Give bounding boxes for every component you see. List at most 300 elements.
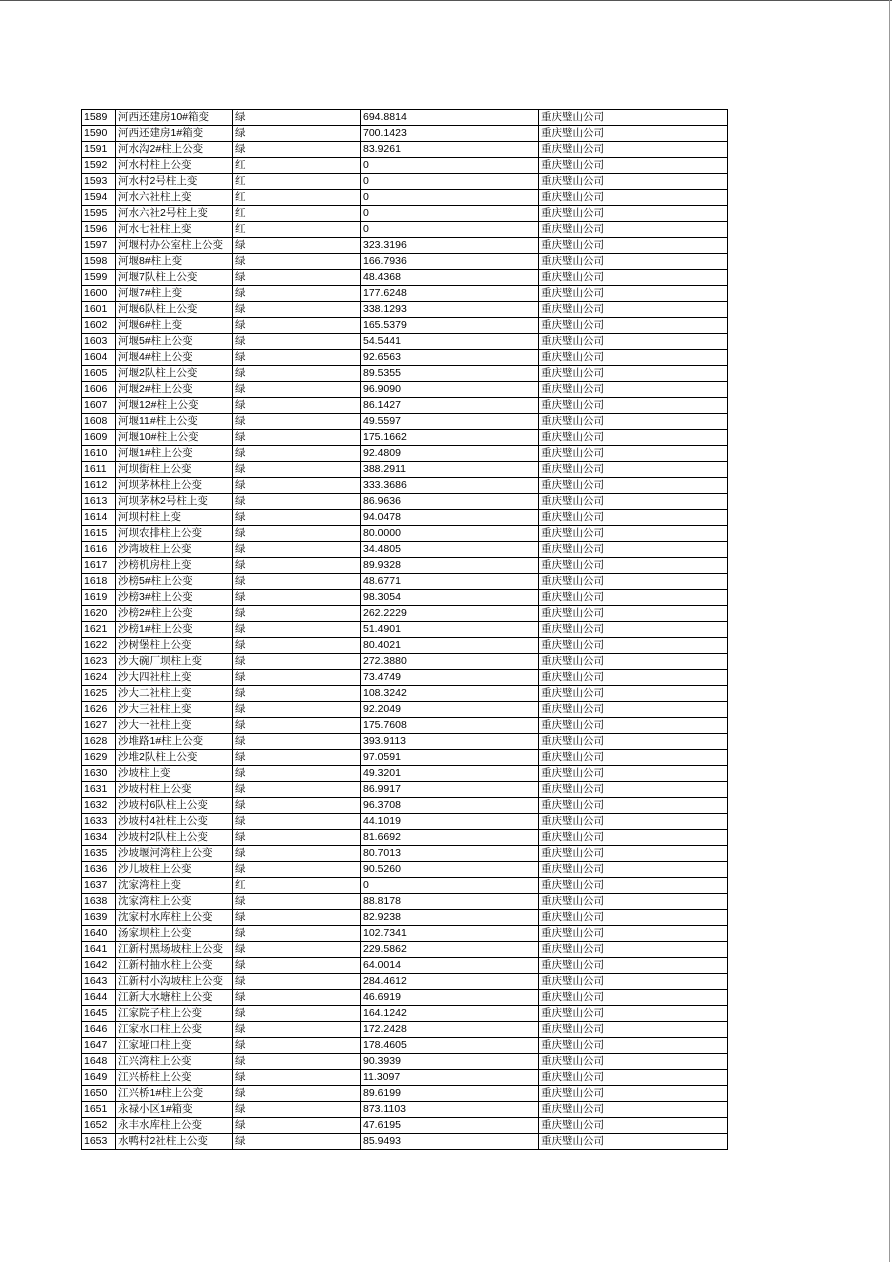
table-row <box>82 622 728 638</box>
status-color: 绿 <box>233 510 361 526</box>
company-name: 重庆璧山公司 <box>539 430 728 446</box>
row-number: 1642 <box>82 958 116 974</box>
transformer-name: 河水村2号柱上变 <box>116 174 233 190</box>
status-color: 绿 <box>233 318 361 334</box>
load-value: 85.9493 <box>361 1134 539 1150</box>
company-name: 重庆璧山公司 <box>539 238 728 254</box>
company-name: 重庆璧山公司 <box>539 654 728 670</box>
transformer-name: 沙坡柱上变 <box>116 766 233 782</box>
load-value: 46.6919 <box>361 990 539 1006</box>
transformer-name: 沙大碗厂坝柱上变 <box>116 654 233 670</box>
status-color: 绿 <box>233 462 361 478</box>
page-right-border <box>889 0 890 1262</box>
transformer-name: 沙大一社柱上变 <box>116 718 233 734</box>
load-value: 86.9917 <box>361 782 539 798</box>
load-value: 177.6248 <box>361 286 539 302</box>
transformer-name: 沙坡村4社柱上公变 <box>116 814 233 830</box>
load-value: 73.4749 <box>361 670 539 686</box>
load-value: 0 <box>361 174 539 190</box>
status-color: 绿 <box>233 334 361 350</box>
status-color: 红 <box>233 158 361 174</box>
company-name: 重庆璧山公司 <box>539 958 728 974</box>
load-value: 165.5379 <box>361 318 539 334</box>
company-name: 重庆璧山公司 <box>539 1102 728 1118</box>
table-row <box>82 142 728 158</box>
table-row <box>82 526 728 542</box>
company-name: 重庆璧山公司 <box>539 766 728 782</box>
table-row <box>82 702 728 718</box>
transformer-name: 河堰12#柱上公变 <box>116 398 233 414</box>
load-value: 0 <box>361 878 539 894</box>
table-row <box>82 638 728 654</box>
load-value: 175.1662 <box>361 430 539 446</box>
transformer-name: 江兴桥柱上公变 <box>116 1070 233 1086</box>
transformer-name: 沙坡村2队柱上公变 <box>116 830 233 846</box>
load-value: 333.3686 <box>361 478 539 494</box>
row-number: 1636 <box>82 862 116 878</box>
company-name: 重庆璧山公司 <box>539 814 728 830</box>
row-number: 1650 <box>82 1086 116 1102</box>
status-color: 绿 <box>233 558 361 574</box>
status-color: 红 <box>233 878 361 894</box>
status-color: 绿 <box>233 1086 361 1102</box>
table-row <box>82 910 728 926</box>
row-number: 1607 <box>82 398 116 414</box>
row-number: 1619 <box>82 590 116 606</box>
row-number: 1590 <box>82 126 116 142</box>
status-color: 绿 <box>233 366 361 382</box>
row-number: 1628 <box>82 734 116 750</box>
load-value: 323.3196 <box>361 238 539 254</box>
row-number: 1648 <box>82 1054 116 1070</box>
status-color: 绿 <box>233 302 361 318</box>
table-row <box>82 158 728 174</box>
load-value: 94.0478 <box>361 510 539 526</box>
company-name: 重庆璧山公司 <box>539 782 728 798</box>
load-value: 0 <box>361 158 539 174</box>
table-row <box>82 734 728 750</box>
load-value: 272.3880 <box>361 654 539 670</box>
table-row <box>82 798 728 814</box>
row-number: 1609 <box>82 430 116 446</box>
status-color: 绿 <box>233 286 361 302</box>
company-name: 重庆璧山公司 <box>539 366 728 382</box>
row-number: 1635 <box>82 846 116 862</box>
transformer-name: 沙树堡柱上公变 <box>116 638 233 654</box>
load-value: 96.9090 <box>361 382 539 398</box>
transformer-table <box>81 109 728 1150</box>
load-value: 49.3201 <box>361 766 539 782</box>
company-name: 重庆璧山公司 <box>539 462 728 478</box>
load-value: 64.0014 <box>361 958 539 974</box>
table-row <box>82 270 728 286</box>
status-color: 红 <box>233 206 361 222</box>
table-row <box>82 206 728 222</box>
row-number: 1620 <box>82 606 116 622</box>
row-number: 1624 <box>82 670 116 686</box>
load-value: 700.1423 <box>361 126 539 142</box>
table-row <box>82 254 728 270</box>
load-value: 88.8178 <box>361 894 539 910</box>
load-value: 97.0591 <box>361 750 539 766</box>
transformer-name: 江新村抽水柱上公变 <box>116 958 233 974</box>
transformer-name: 沙坡村6队柱上公变 <box>116 798 233 814</box>
transformer-name: 河坝茅林柱上公变 <box>116 478 233 494</box>
status-color: 绿 <box>233 990 361 1006</box>
load-value: 0 <box>361 190 539 206</box>
transformer-name: 河堰1#柱上公变 <box>116 446 233 462</box>
transformer-name: 河堰7队柱上公变 <box>116 270 233 286</box>
status-color: 绿 <box>233 638 361 654</box>
company-name: 重庆璧山公司 <box>539 1038 728 1054</box>
company-name: 重庆璧山公司 <box>539 286 728 302</box>
transformer-name: 水鸭村2社柱上公变 <box>116 1134 233 1150</box>
row-number: 1629 <box>82 750 116 766</box>
company-name: 重庆璧山公司 <box>539 174 728 190</box>
load-value: 0 <box>361 222 539 238</box>
load-value: 873.1103 <box>361 1102 539 1118</box>
company-name: 重庆璧山公司 <box>539 686 728 702</box>
transformer-name: 河堰村办公室柱上公变 <box>116 238 233 254</box>
status-color: 红 <box>233 222 361 238</box>
row-number: 1604 <box>82 350 116 366</box>
status-color: 绿 <box>233 1038 361 1054</box>
company-name: 重庆璧山公司 <box>539 558 728 574</box>
row-number: 1634 <box>82 830 116 846</box>
load-value: 86.1427 <box>361 398 539 414</box>
table-row <box>82 302 728 318</box>
row-number: 1627 <box>82 718 116 734</box>
status-color: 红 <box>233 174 361 190</box>
table-row <box>82 894 728 910</box>
transformer-name: 河水村柱上公变 <box>116 158 233 174</box>
load-value: 44.1019 <box>361 814 539 830</box>
transformer-name: 河堰11#柱上公变 <box>116 414 233 430</box>
company-name: 重庆璧山公司 <box>539 510 728 526</box>
company-name: 重庆璧山公司 <box>539 894 728 910</box>
load-value: 34.4805 <box>361 542 539 558</box>
status-color: 绿 <box>233 702 361 718</box>
status-color: 绿 <box>233 606 361 622</box>
table-row <box>82 782 728 798</box>
company-name: 重庆璧山公司 <box>539 638 728 654</box>
table-row <box>82 366 728 382</box>
load-value: 175.7608 <box>361 718 539 734</box>
load-value: 229.5862 <box>361 942 539 958</box>
company-name: 重庆璧山公司 <box>539 382 728 398</box>
transformer-name: 河西还建房10#箱变 <box>116 110 233 126</box>
company-name: 重庆璧山公司 <box>539 270 728 286</box>
table-row <box>82 446 728 462</box>
company-name: 重庆璧山公司 <box>539 494 728 510</box>
row-number: 1639 <box>82 910 116 926</box>
row-number: 1595 <box>82 206 116 222</box>
transformer-name: 沙儿坡柱上公变 <box>116 862 233 878</box>
load-value: 102.7341 <box>361 926 539 942</box>
status-color: 绿 <box>233 1006 361 1022</box>
table-row <box>82 318 728 334</box>
status-color: 绿 <box>233 846 361 862</box>
row-number: 1626 <box>82 702 116 718</box>
load-value: 86.9636 <box>361 494 539 510</box>
status-color: 绿 <box>233 1070 361 1086</box>
load-value: 80.0000 <box>361 526 539 542</box>
transformer-name: 沈家湾柱上公变 <box>116 894 233 910</box>
row-number: 1616 <box>82 542 116 558</box>
table-row <box>82 606 728 622</box>
table-row <box>82 862 728 878</box>
transformer-name: 河堰10#柱上公变 <box>116 430 233 446</box>
row-number: 1589 <box>82 110 116 126</box>
status-color: 绿 <box>233 718 361 734</box>
transformer-name: 沙榜2#柱上公变 <box>116 606 233 622</box>
transformer-name: 沙坡堰河湾柱上公变 <box>116 846 233 862</box>
status-color: 绿 <box>233 814 361 830</box>
row-number: 1592 <box>82 158 116 174</box>
transformer-name: 沙堆2队柱上公变 <box>116 750 233 766</box>
row-number: 1643 <box>82 974 116 990</box>
table-row <box>82 958 728 974</box>
table-row <box>82 174 728 190</box>
status-color: 绿 <box>233 958 361 974</box>
row-number: 1602 <box>82 318 116 334</box>
load-value: 48.6771 <box>361 574 539 590</box>
status-color: 绿 <box>233 926 361 942</box>
row-number: 1617 <box>82 558 116 574</box>
transformer-name: 河水六社2号柱上变 <box>116 206 233 222</box>
company-name: 重庆璧山公司 <box>539 142 728 158</box>
table-row <box>82 462 728 478</box>
transformer-name: 江兴湾柱上公变 <box>116 1054 233 1070</box>
row-number: 1610 <box>82 446 116 462</box>
transformer-name: 汤家坝柱上公变 <box>116 926 233 942</box>
table-row <box>82 110 728 126</box>
company-name: 重庆璧山公司 <box>539 1022 728 1038</box>
row-number: 1652 <box>82 1118 116 1134</box>
status-color: 绿 <box>233 590 361 606</box>
company-name: 重庆璧山公司 <box>539 974 728 990</box>
status-color: 绿 <box>233 1118 361 1134</box>
status-color: 绿 <box>233 494 361 510</box>
table-row <box>82 926 728 942</box>
row-number: 1606 <box>82 382 116 398</box>
transformer-name: 河水沟2#柱上公变 <box>116 142 233 158</box>
status-color: 绿 <box>233 910 361 926</box>
status-color: 绿 <box>233 142 361 158</box>
row-number: 1625 <box>82 686 116 702</box>
table-row <box>82 1038 728 1054</box>
table-row <box>82 974 728 990</box>
load-value: 90.5260 <box>361 862 539 878</box>
transformer-name: 沙大三社柱上变 <box>116 702 233 718</box>
load-value: 11.3097 <box>361 1070 539 1086</box>
row-number: 1614 <box>82 510 116 526</box>
table-body <box>82 110 728 1150</box>
status-color: 绿 <box>233 270 361 286</box>
row-number: 1647 <box>82 1038 116 1054</box>
transformer-name: 河堰8#柱上变 <box>116 254 233 270</box>
table-row <box>82 814 728 830</box>
load-value: 694.8814 <box>361 110 539 126</box>
status-color: 绿 <box>233 126 361 142</box>
row-number: 1638 <box>82 894 116 910</box>
row-number: 1645 <box>82 1006 116 1022</box>
row-number: 1593 <box>82 174 116 190</box>
status-color: 绿 <box>233 350 361 366</box>
transformer-name: 江新大水塘柱上公变 <box>116 990 233 1006</box>
load-value: 92.6563 <box>361 350 539 366</box>
load-value: 96.3708 <box>361 798 539 814</box>
row-number: 1641 <box>82 942 116 958</box>
table-row <box>82 238 728 254</box>
load-value: 0 <box>361 206 539 222</box>
company-name: 重庆璧山公司 <box>539 158 728 174</box>
company-name: 重庆璧山公司 <box>539 478 728 494</box>
table-row <box>82 350 728 366</box>
row-number: 1611 <box>82 462 116 478</box>
transformer-name: 沙大四社柱上变 <box>116 670 233 686</box>
table-row <box>82 1070 728 1086</box>
status-color: 绿 <box>233 686 361 702</box>
load-value: 178.4605 <box>361 1038 539 1054</box>
page-top-border <box>0 0 892 1</box>
row-number: 1615 <box>82 526 116 542</box>
status-color: 绿 <box>233 894 361 910</box>
status-color: 绿 <box>233 750 361 766</box>
load-value: 98.3054 <box>361 590 539 606</box>
transformer-name: 沙榜机房柱上变 <box>116 558 233 574</box>
company-name: 重庆璧山公司 <box>539 910 728 926</box>
transformer-name: 河水六社柱上变 <box>116 190 233 206</box>
row-number: 1597 <box>82 238 116 254</box>
status-color: 绿 <box>233 734 361 750</box>
load-value: 164.1242 <box>361 1006 539 1022</box>
transformer-name: 沈家村水库柱上公变 <box>116 910 233 926</box>
transformer-name: 沈家湾柱上变 <box>116 878 233 894</box>
transformer-name: 河堰6队柱上公变 <box>116 302 233 318</box>
row-number: 1644 <box>82 990 116 1006</box>
load-value: 89.9328 <box>361 558 539 574</box>
status-color: 绿 <box>233 574 361 590</box>
transformer-name: 河坝村柱上变 <box>116 510 233 526</box>
company-name: 重庆璧山公司 <box>539 1006 728 1022</box>
row-number: 1596 <box>82 222 116 238</box>
table-row <box>82 430 728 446</box>
load-value: 166.7936 <box>361 254 539 270</box>
table-row <box>82 478 728 494</box>
table-row <box>82 574 728 590</box>
transformer-name: 江新村黑场坡柱上公变 <box>116 942 233 958</box>
row-number: 1651 <box>82 1102 116 1118</box>
row-number: 1603 <box>82 334 116 350</box>
table-row <box>82 686 728 702</box>
row-number: 1633 <box>82 814 116 830</box>
company-name: 重庆璧山公司 <box>539 1070 728 1086</box>
company-name: 重庆璧山公司 <box>539 734 728 750</box>
status-color: 绿 <box>233 1134 361 1150</box>
company-name: 重庆璧山公司 <box>539 1054 728 1070</box>
table-row <box>82 126 728 142</box>
load-value: 388.2911 <box>361 462 539 478</box>
company-name: 重庆璧山公司 <box>539 990 728 1006</box>
status-color: 绿 <box>233 1054 361 1070</box>
load-value: 284.4612 <box>361 974 539 990</box>
load-value: 54.5441 <box>361 334 539 350</box>
status-color: 绿 <box>233 942 361 958</box>
status-color: 绿 <box>233 238 361 254</box>
company-name: 重庆璧山公司 <box>539 542 728 558</box>
status-color: 绿 <box>233 782 361 798</box>
company-name: 重庆璧山公司 <box>539 926 728 942</box>
company-name: 重庆璧山公司 <box>539 318 728 334</box>
status-color: 绿 <box>233 798 361 814</box>
status-color: 绿 <box>233 430 361 446</box>
company-name: 重庆璧山公司 <box>539 750 728 766</box>
row-number: 1622 <box>82 638 116 654</box>
load-value: 172.2428 <box>361 1022 539 1038</box>
transformer-name: 河堰6#柱上变 <box>116 318 233 334</box>
status-color: 绿 <box>233 110 361 126</box>
row-number: 1599 <box>82 270 116 286</box>
load-value: 80.4021 <box>361 638 539 654</box>
transformer-name: 江家院子柱上公变 <box>116 1006 233 1022</box>
company-name: 重庆璧山公司 <box>539 878 728 894</box>
transformer-name: 沙湾坡柱上公变 <box>116 542 233 558</box>
status-color: 绿 <box>233 862 361 878</box>
status-color: 绿 <box>233 254 361 270</box>
company-name: 重庆璧山公司 <box>539 446 728 462</box>
load-value: 90.3939 <box>361 1054 539 1070</box>
transformer-name: 河坝农排柱上公变 <box>116 526 233 542</box>
table-row <box>82 542 728 558</box>
table-row <box>82 1022 728 1038</box>
transformer-name: 河堰7#柱上变 <box>116 286 233 302</box>
load-value: 393.9113 <box>361 734 539 750</box>
table-row <box>82 830 728 846</box>
row-number: 1640 <box>82 926 116 942</box>
company-name: 重庆璧山公司 <box>539 350 728 366</box>
table-row <box>82 1118 728 1134</box>
table-row <box>82 1086 728 1102</box>
table-row <box>82 942 728 958</box>
company-name: 重庆璧山公司 <box>539 222 728 238</box>
company-name: 重庆璧山公司 <box>539 1086 728 1102</box>
table-row <box>82 1102 728 1118</box>
company-name: 重庆璧山公司 <box>539 798 728 814</box>
company-name: 重庆璧山公司 <box>539 1134 728 1150</box>
row-number: 1600 <box>82 286 116 302</box>
status-color: 绿 <box>233 654 361 670</box>
status-color: 绿 <box>233 670 361 686</box>
load-value: 51.4901 <box>361 622 539 638</box>
status-color: 绿 <box>233 398 361 414</box>
table-row <box>82 334 728 350</box>
status-color: 红 <box>233 190 361 206</box>
load-value: 92.2049 <box>361 702 539 718</box>
row-number: 1621 <box>82 622 116 638</box>
row-number: 1594 <box>82 190 116 206</box>
company-name: 重庆璧山公司 <box>539 862 728 878</box>
company-name: 重庆璧山公司 <box>539 718 728 734</box>
status-color: 绿 <box>233 446 361 462</box>
status-color: 绿 <box>233 766 361 782</box>
transformer-name: 永丰水库柱上公变 <box>116 1118 233 1134</box>
row-number: 1632 <box>82 798 116 814</box>
status-color: 绿 <box>233 526 361 542</box>
table-row <box>82 670 728 686</box>
row-number: 1630 <box>82 766 116 782</box>
table-row <box>82 846 728 862</box>
